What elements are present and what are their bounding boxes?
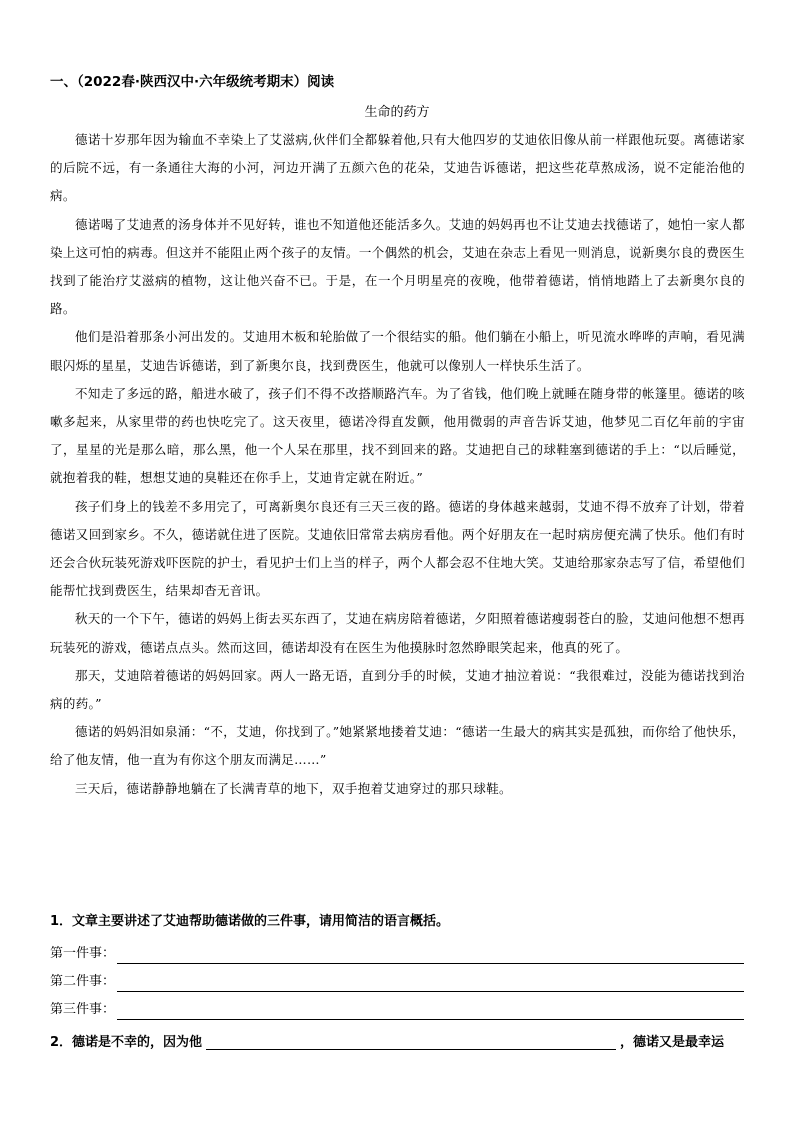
answer-label-second: 第二件事：	[50, 974, 116, 989]
story-paragraph: 不知走了多远的路，船进水破了，孩子们不得不改搭顺路汽车。为了省钱，他们晚上就睡在随身带的帐篷里。德诺的咳嗽多起来，从家里带的药也快吃完了。这天夜里，德诺冷得直发颤，他用微弱的声音告诉艾迪，他梦见二百亿年前的宇宙了，星星的光是那么暗，那么黑，他一个人呆在那里，找不到回来的路。艾迪把自己的球鞋塞到德诺的手上：“以后睡觉，就抱着我的鞋，想想艾迪的臭鞋还在你手上，艾迪肯定就在附近。”	[50, 385, 745, 486]
story-paragraph: 德诺十岁那年因为输血不幸染上了艾滋病,伙伴们全都躲着他,只有大他四岁的艾迪依旧像从前一样跟他玩耍。离德诺家的后院不远，有一条通往大海的小河，河边开满了五颜六色的花朵，艾迪告诉德诺，把这些花草熬成汤，说不定能治他的病。	[50, 132, 745, 204]
story-paragraph: 孩子们身上的钱差不多用完了，可离新奥尔良还有三天三夜的路。德诺的身体越来越弱，艾迪不得不放弃了计划，带着德诺又回到家乡。不久，德诺就住进了医院。艾迪依旧常常去病房看他。两个好朋友在一起时病房便充满了快乐。他们有时还会合伙玩装死游戏吓医院的护士，看见护士们上当的样子，两个人都会忍不住地大笑。艾迪给那家杂志写了信，希望他们能帮忙找到费医生，结果却杳无音讯。	[50, 498, 745, 599]
answer-label-third: 第三件事：	[50, 1002, 116, 1017]
story-paragraph: 秋天的一个下午，德诺的妈妈上街去买东西了，艾迪在病房陪着德诺，夕阳照着德诺瘦弱苍白的脸，艾迪问他想不想再玩装死的游戏，德诺点点头。然而这回，德诺却没有在医生为他摸脉时忽然睁眼笑起来，他真的死了。	[50, 611, 745, 655]
story-title: 生命的药方	[364, 105, 430, 120]
question-2	[50, 1020, 750, 1050]
story-paragraph: 德诺的妈妈泪如泉涌：“不，艾迪，你找到了。”她紧紧地搂着艾迪：“德诺一生最大的病其实是孤独，而你给了他快乐，给了他友情，他一直为有你这个朋友而满足……”	[50, 724, 745, 768]
story-paragraph: 那天，艾迪陪着德诺的妈妈回家。两人一路无语，直到分手的时候，艾迪才抽泣着说：“我很难过，没能为德诺找到治病的药。”	[50, 667, 745, 712]
section-heading: 一、（2022春·陕西汉中·六年级统考期末）阅读	[50, 74, 335, 90]
questions-section	[50, 908, 750, 1050]
answer-label-first: 第一件事：	[50, 946, 116, 961]
question-1-prompt: 1．文章主要讲述了艾迪帮助德诺做的三件事，请用简洁的语言概括。	[50, 914, 450, 929]
story-body	[50, 126, 745, 803]
question-2-blank[interactable]	[206, 1031, 616, 1050]
story-paragraph: 他们是沿着那条小河出发的。艾迪用木板和轮胎做了一个很结实的船。他们躺在小船上，听见流水哗哗的声响，看见满眼闪烁的星星，艾迪告诉德诺，到了新奥尔良，找到费医生，他就可以像别人一样快乐生活了。	[50, 329, 745, 373]
answer-row-third	[50, 992, 750, 1020]
answer-blank-third[interactable]	[117, 1001, 744, 1020]
story-paragraph: 德诺喝了艾迪煮的汤身体并不见好转，谁也不知道他还能活多久。艾迪的妈妈再也不让艾迪去找德诺了，她怕一家人都染上这可怕的病毒。但这并不能阻止两个孩子的友情。一个偶然的机会，艾迪在杂志上看见一则消息，说新奥尔良的费医生找到了能治疗艾滋病的植物，这让他兴奋不已。于是，在一个月明星亮的夜晚，他带着德诺，悄悄地踏上了去新奥尔良的路。	[50, 216, 745, 317]
story-paragraph: 三天后，德诺静静地躺在了长满青草的地下，双手抱着艾迪穿过的那只球鞋。	[75, 780, 512, 796]
question-2-suffix: ，德诺又是最幸运	[620, 1035, 725, 1050]
question-2-prefix: 2．德诺是不幸的，因为他	[50, 1035, 203, 1050]
answer-blank-second[interactable]	[117, 973, 744, 992]
answer-blank-first[interactable]	[117, 945, 744, 964]
answer-row-second	[50, 964, 750, 992]
answer-row-first	[50, 936, 750, 964]
